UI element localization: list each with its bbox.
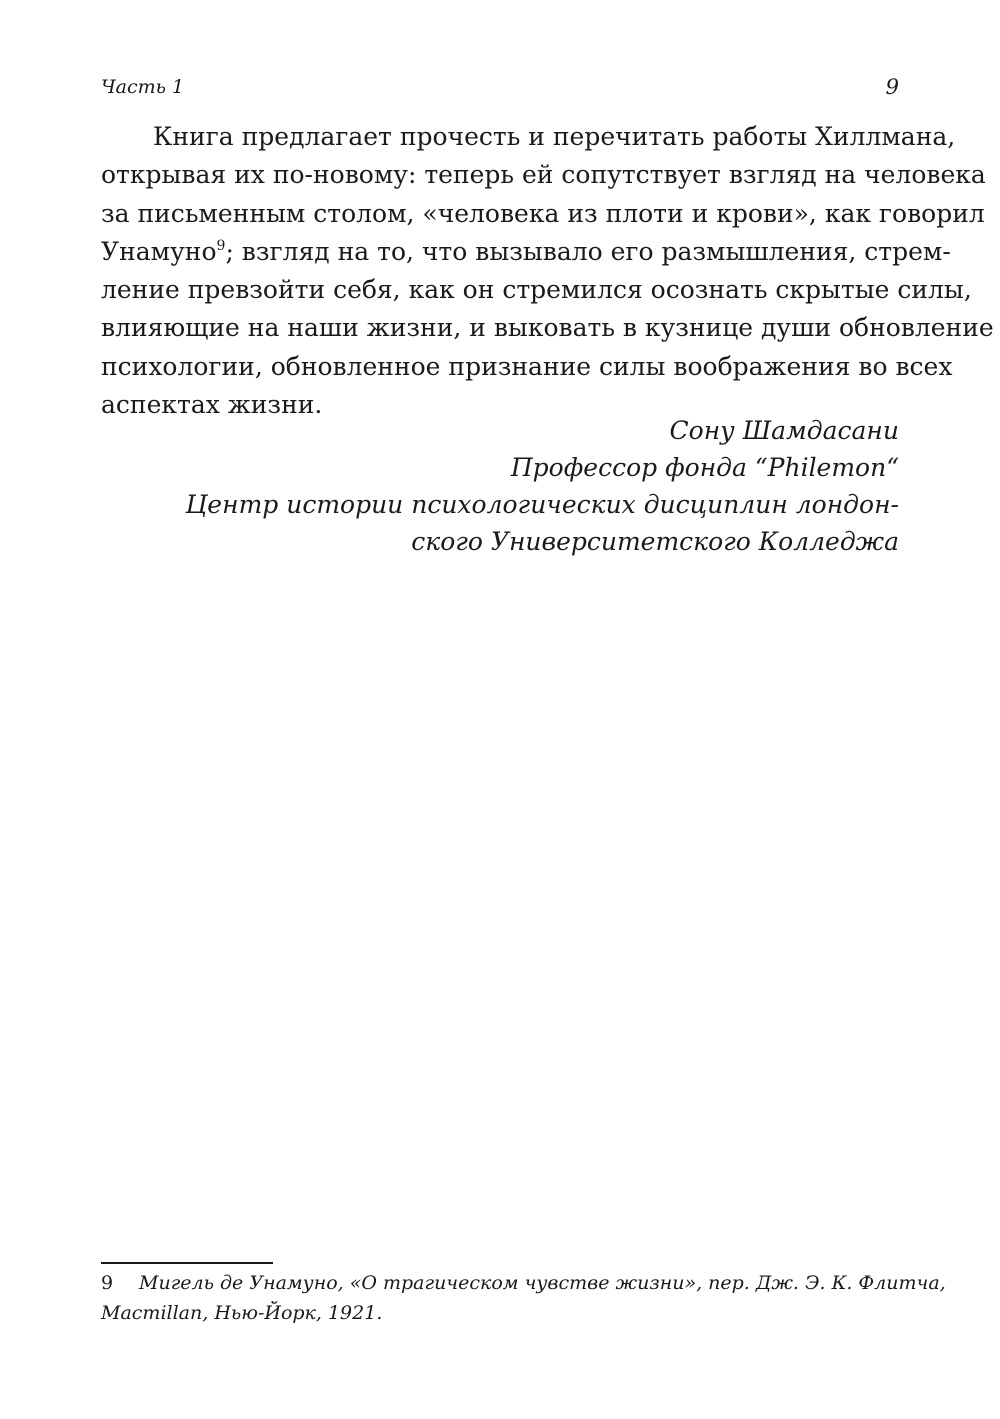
paragraph-line: Книга предлагает прочесть и перечитать работы Хиллмана, bbox=[153, 122, 956, 151]
author-affiliation: Центр истории психологических дисциплин лондон- bbox=[185, 490, 899, 519]
paragraph-text: Унамуно bbox=[101, 236, 217, 266]
footnote-number: 9 bbox=[101, 1272, 114, 1294]
author-title: Профессор фонда “Philemon“ bbox=[510, 453, 899, 482]
paragraph-text: ; взгляд на то, что вызывало его размышления, стрем- bbox=[225, 236, 951, 266]
paragraph-line: открывая их по-новому: теперь ей сопутствует взгляд на человека bbox=[101, 160, 986, 190]
section-title: Часть 1 bbox=[101, 76, 185, 98]
author-name: Сону Шамдасани bbox=[669, 416, 899, 445]
footnote bbox=[101, 1268, 946, 1328]
footnote-divider bbox=[101, 1262, 273, 1264]
footnote-text: Мигель де Унамуно, «О трагическом чувстве жизни», пер. Дж. Э. К. Флитча, bbox=[139, 1272, 946, 1294]
paragraph-line: аспектах жизни. bbox=[101, 390, 323, 420]
paragraph-line: влияющие на наши жизни, и выковать в кузнице души обновление bbox=[101, 313, 994, 343]
paragraph-line: за письменным столом, «человека из плоти и крови», как говорил bbox=[101, 198, 985, 228]
paragraph-line: ление превзойти себя, как он стремился осознать скрытые силы, bbox=[101, 275, 972, 305]
footnote-reference[interactable]: 9 bbox=[216, 237, 226, 254]
paragraph-line: психологии, обновленное признание силы воображения во всех bbox=[101, 351, 953, 381]
page-number: 9 bbox=[885, 75, 899, 99]
footnote-line: Macmillan, Нью-Йорк, 1921. bbox=[101, 1302, 383, 1324]
signature-block bbox=[101, 412, 899, 560]
paragraph-line bbox=[101, 233, 951, 271]
author-affiliation: ского Университетского Колледжа bbox=[411, 527, 899, 556]
running-header bbox=[101, 72, 899, 102]
body-paragraph bbox=[101, 118, 994, 424]
footnote-line bbox=[101, 1268, 946, 1298]
